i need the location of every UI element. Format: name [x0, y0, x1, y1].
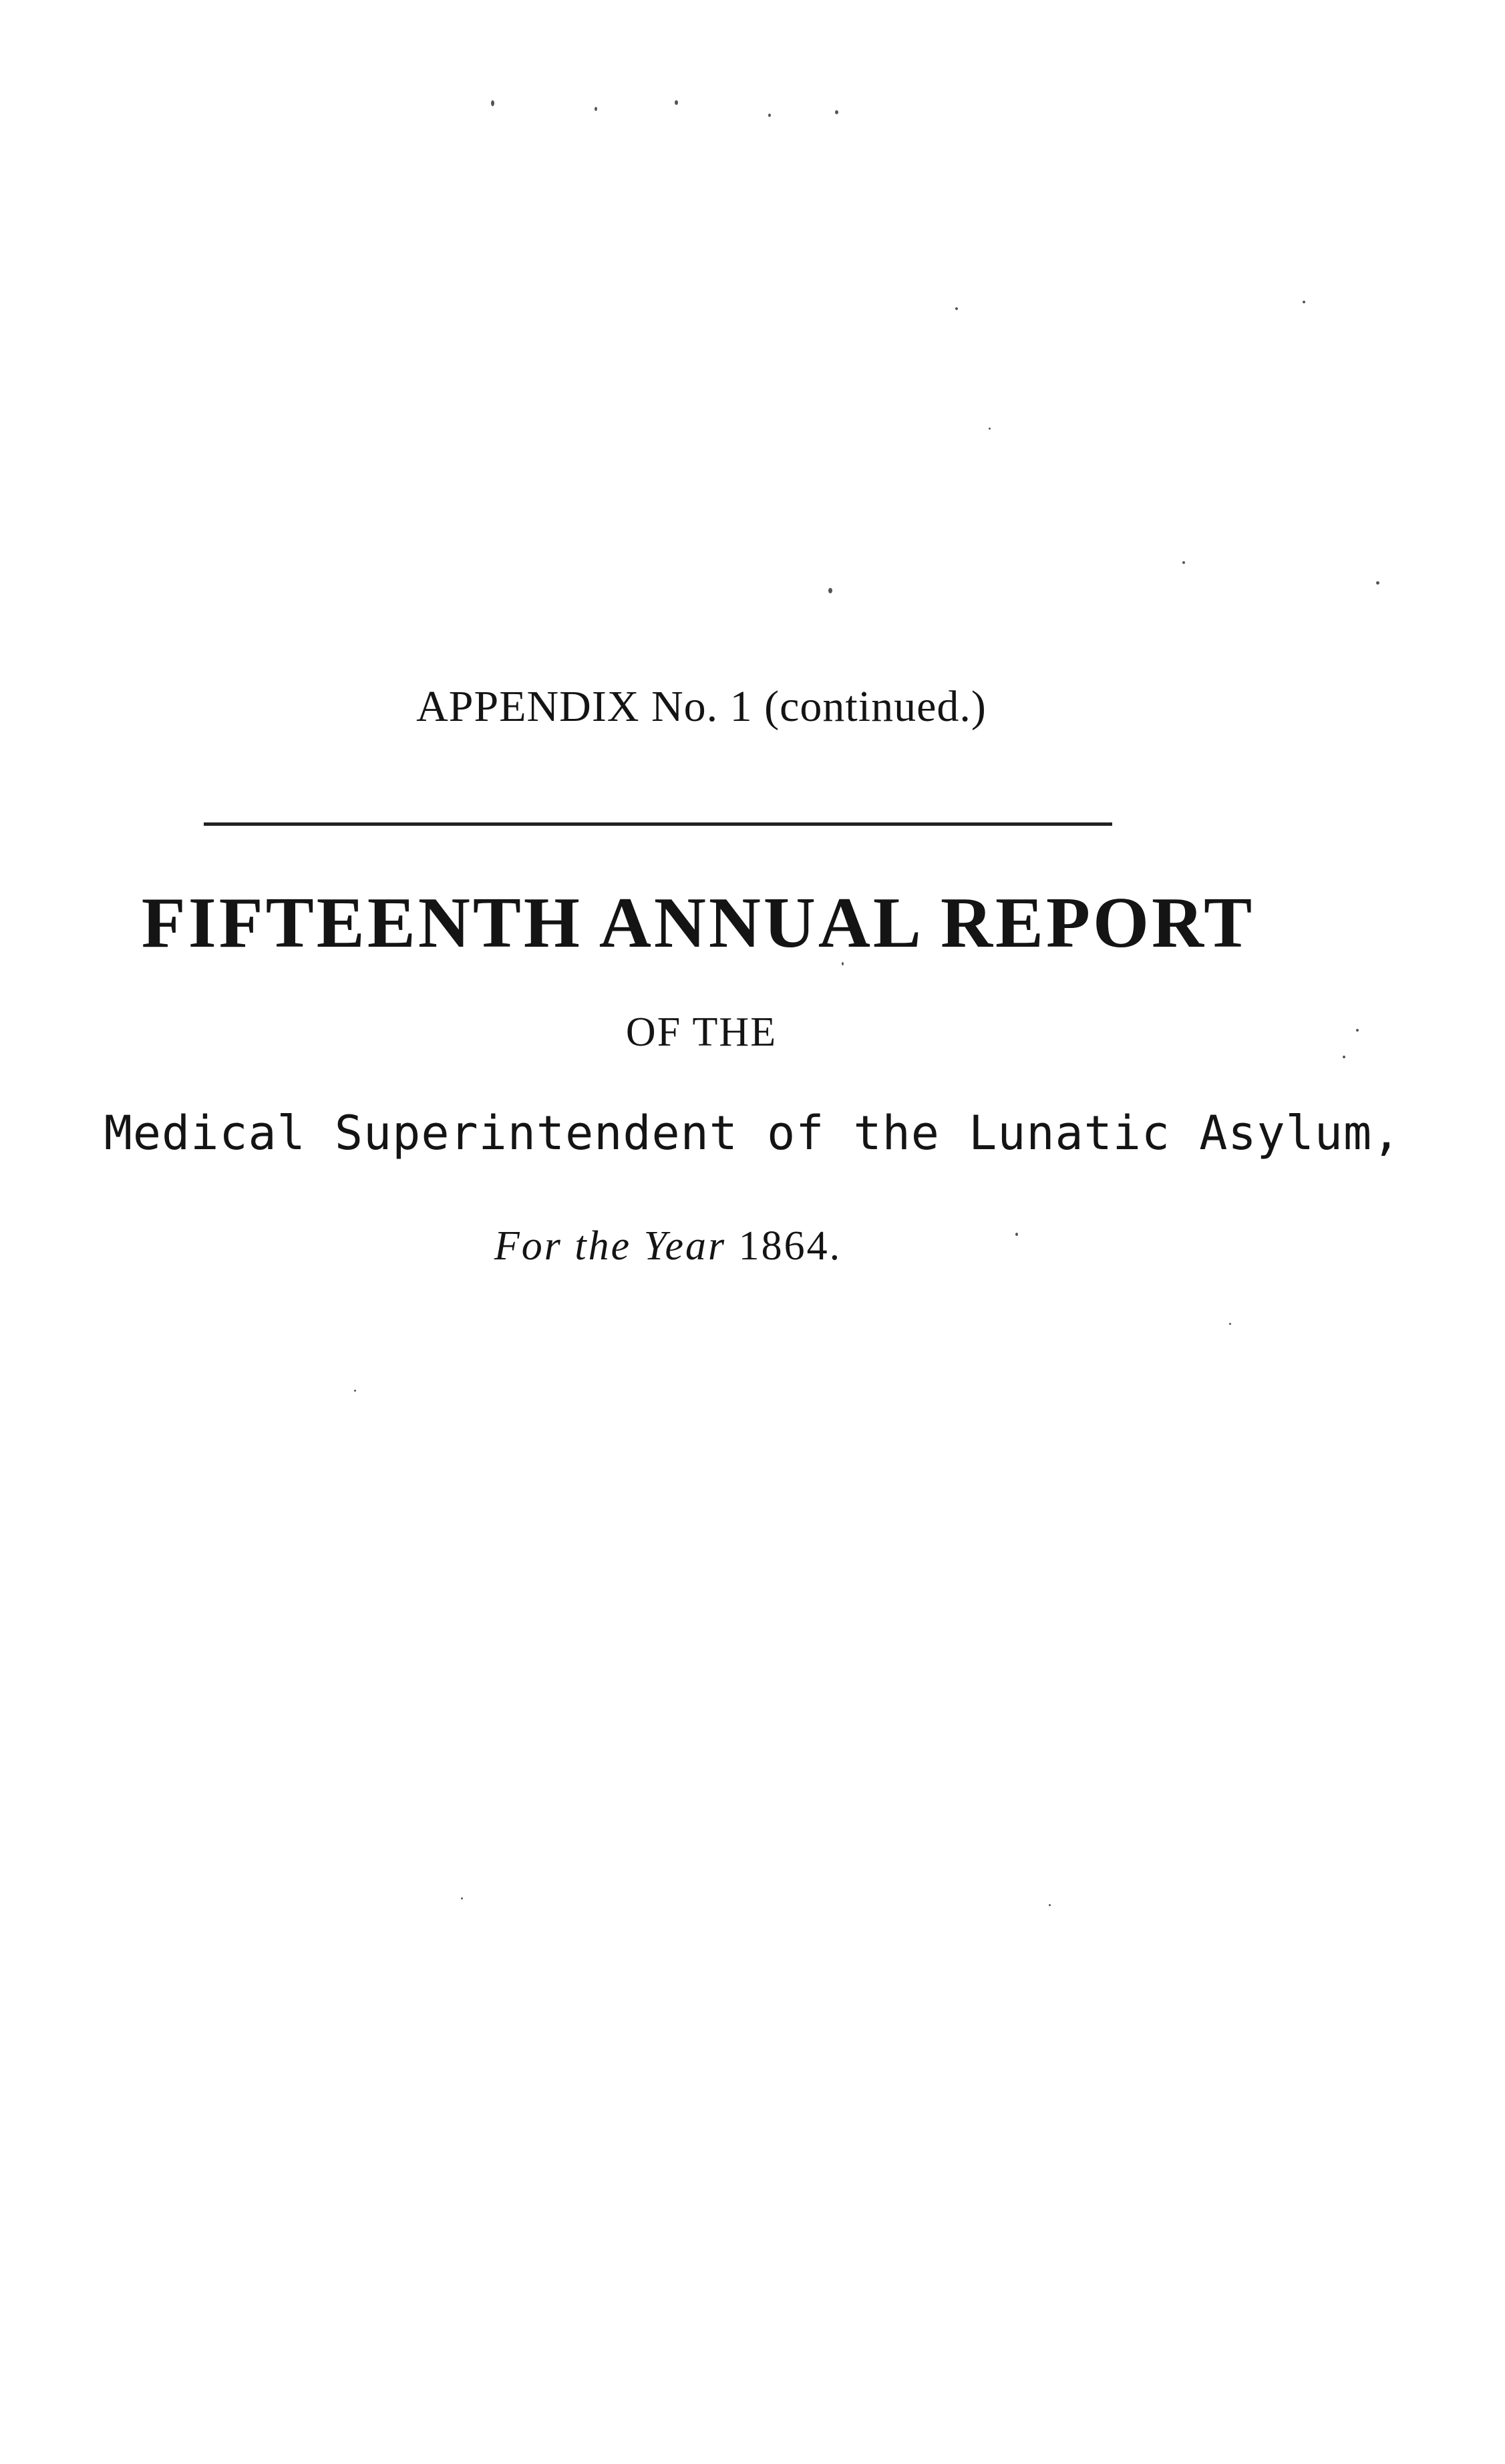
report-subtitle: Medical Superintendent of the Lunatic Asylum, — [104, 1106, 1401, 1161]
of-the-line: OF THE — [625, 1010, 778, 1055]
appendix-heading: APPENDIX No. 1 (continued.) — [416, 682, 987, 731]
year-prefix: For the Year — [494, 1223, 727, 1269]
year-value: 1864. — [738, 1223, 842, 1269]
report-year-line — [267, 1223, 1069, 1270]
horizontal-rule — [204, 822, 1112, 826]
report-title: FIFTEENTH ANNUAL REPORT — [141, 883, 1255, 963]
